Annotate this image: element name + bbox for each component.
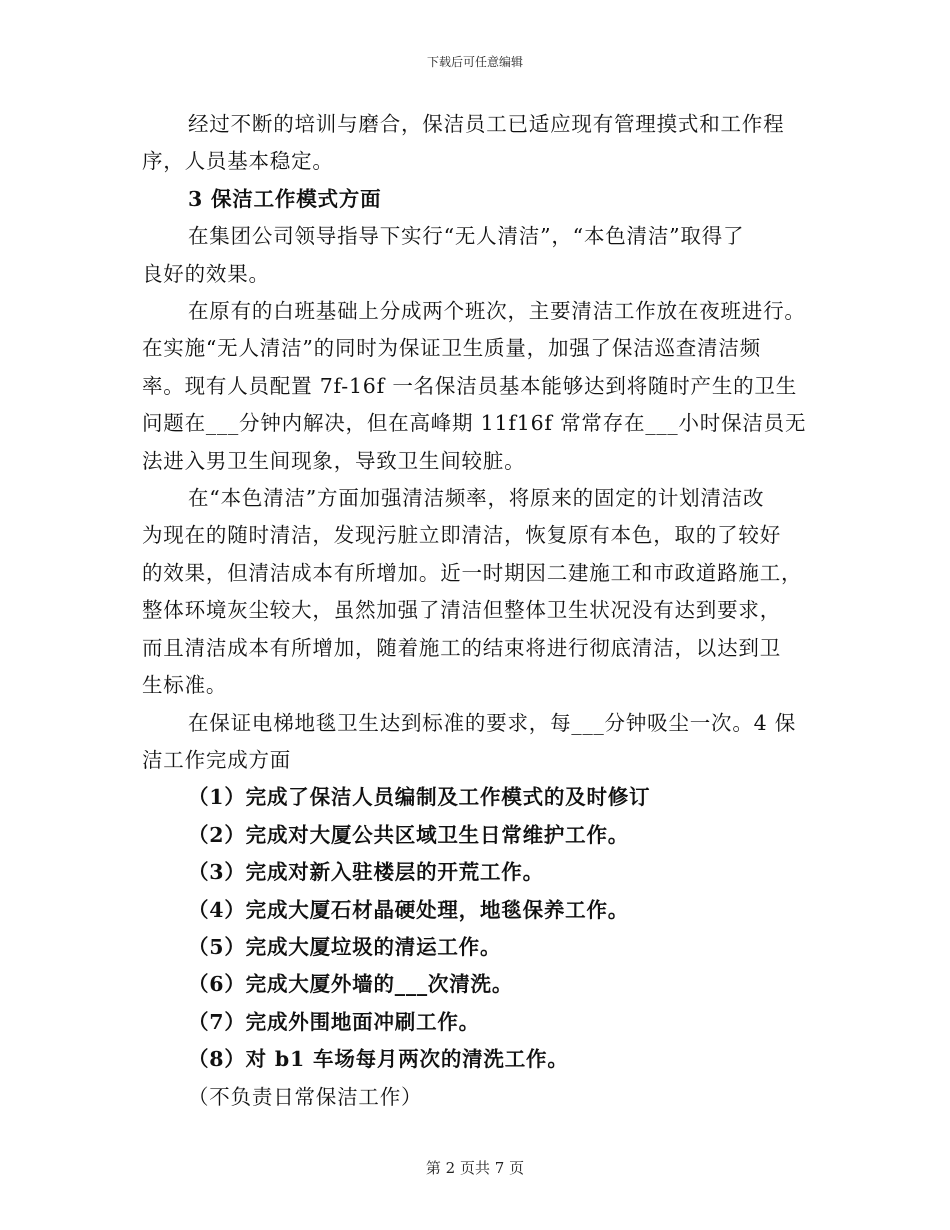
page-footer: 第 2 页共 7 页 bbox=[425, 1159, 525, 1177]
paragraph-line: 良好的效果。 bbox=[142, 261, 270, 286]
paragraph-line: 序，人员基本稳定。 bbox=[142, 149, 334, 174]
list-item: （1）完成了保洁人员编制及工作模式的及时修订 bbox=[188, 785, 651, 810]
paragraph-line: 生标准。 bbox=[142, 673, 228, 698]
paragraph-line: 问题在___分钟内解决，但在高峰期 11f16f 常常存在___小时保洁员无 bbox=[142, 411, 807, 436]
list-item: （6）完成大厦外墙的___次清洗。 bbox=[188, 972, 514, 997]
paragraph-line: 在保证电梯地毯卫生达到标准的要求，每___分钟吸尘一次。4 保 bbox=[188, 710, 797, 735]
page-header: 下载后可任意编辑 bbox=[426, 55, 523, 69]
section-heading-cleaning-mode: 3 保洁工作模式方面 bbox=[188, 186, 382, 211]
list-item: （4）完成大厦石材晶硬处理，地毯保养工作。 bbox=[188, 897, 630, 922]
paragraph-line: 法进入男卫生间现象，导致卫生间较脏。 bbox=[142, 448, 526, 473]
completed-work-list bbox=[142, 779, 814, 1116]
paragraph-line: 在实施“无人清洁”的同时为保证卫生质量，加强了保洁巡查清洁频 bbox=[142, 336, 761, 361]
paragraph-unmanned-cleaning bbox=[142, 218, 814, 293]
paragraph-line: 整体环境灰尘较大，虽然加强了清洁但整体卫生状况没有达到要求， bbox=[142, 598, 781, 623]
document-body bbox=[142, 106, 814, 1116]
paragraph-elevator-carpet bbox=[142, 705, 814, 780]
list-item: （3）完成对新入驻楼层的开荒工作。 bbox=[188, 860, 544, 885]
paragraph-line: 洁工作完成方面 bbox=[142, 747, 292, 772]
paragraph-line: 在集团公司领导指导下实行“无人清洁”，“本色清洁”取得了 bbox=[188, 224, 745, 249]
paragraph-shifts bbox=[142, 293, 814, 480]
paragraph-line: 率。现有人员配置 7f-16f 一名保洁员基本能够达到将随时产生的卫生 bbox=[142, 373, 798, 398]
list-note: （不负责日常保洁工作） bbox=[188, 1084, 423, 1109]
paragraph-line: 为现在的随时清洁，发现污脏立即清洁，恢复原有本色，取的了较好 bbox=[142, 523, 781, 548]
paragraph-training bbox=[142, 106, 814, 181]
list-item: （7）完成外围地面冲刷工作。 bbox=[188, 1009, 480, 1034]
list-item: （8）对 b1 车场每月两次的清洗工作。 bbox=[188, 1047, 569, 1072]
paragraph-line: 而且清洁成本有所增加，随着施工的结束将进行彻底清洁，以达到卫 bbox=[142, 635, 781, 660]
paragraph-line: 经过不断的培训与磨合，保洁员工已适应现有管理摸式和工作程 bbox=[188, 112, 785, 136]
list-item: （5）完成大厦垃圾的清运工作。 bbox=[188, 934, 502, 959]
list-item: （2）完成对大厦公共区域卫生日常维护工作。 bbox=[188, 822, 630, 847]
paragraph-original-color-cleaning bbox=[142, 480, 814, 704]
paragraph-line: 的效果，但清洁成本有所增加。近一时期因二建施工和市政道路施工， bbox=[142, 560, 803, 585]
paragraph-line: 在“本色清洁”方面加强清洁频率，将原来的固定的计划清洁改 bbox=[188, 486, 765, 511]
paragraph-line: 在原有的白班基础上分成两个班次，主要清洁工作放在夜班进行。 bbox=[188, 299, 806, 324]
